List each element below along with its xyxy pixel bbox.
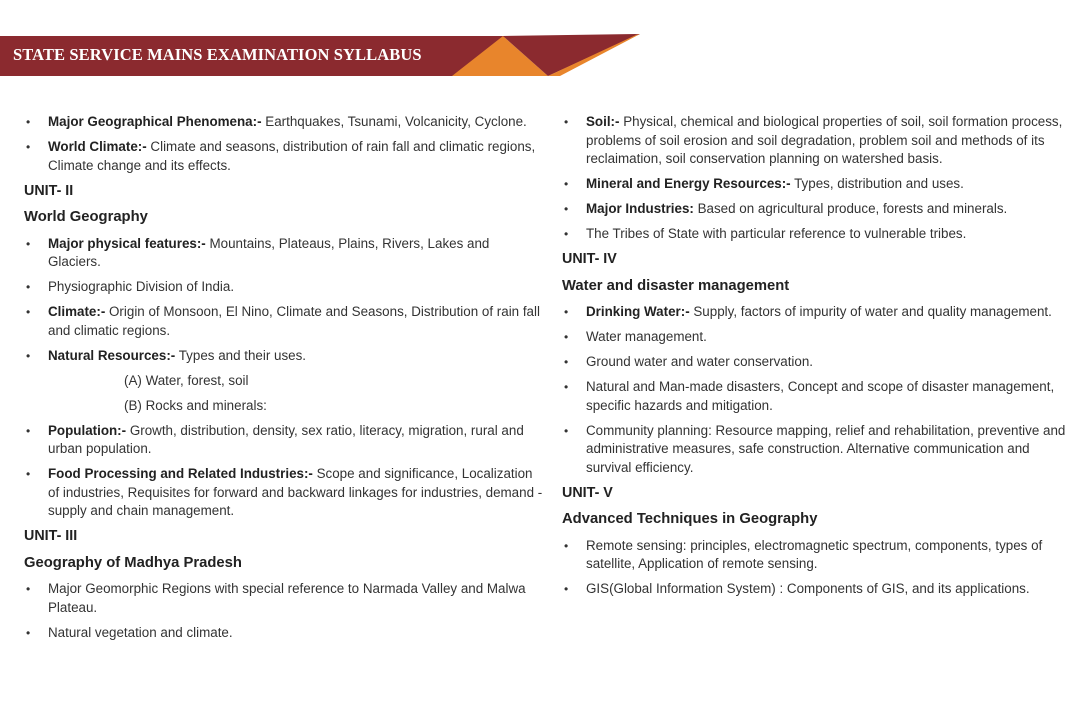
bullet-icon: • xyxy=(26,582,31,596)
bullet-icon: • xyxy=(564,423,569,438)
list-item: • Major physical features:- Mountains, Plateaus, Plains, Rivers, Lakes and Glaciers. xyxy=(26,235,490,269)
list-item: • Remote sensing: principles, electromagnetic spectrum, components, types of satellite, Application of remote sensing. xyxy=(564,537,1043,571)
unit-label: UNIT- II xyxy=(24,182,74,199)
list-item: • Major Industries: Based on agricultural produce, forests and minerals. xyxy=(562,200,1067,219)
bullet-icon: • xyxy=(26,348,31,363)
section-heading: Geography of Madhya Pradesh xyxy=(24,554,242,571)
list-item: • Natural and Man-made disasters, Concept and scope of disaster management, specific hazards and mitigation. xyxy=(564,379,1055,413)
list-item: • Physiographic Division of India. xyxy=(24,278,544,297)
list-item: • Natural vegetation and climate. xyxy=(24,624,544,643)
bullet-icon: • xyxy=(564,538,569,553)
right-column xyxy=(562,113,1067,605)
bullet-icon: • xyxy=(564,330,569,344)
list-item: • Drinking Water:- Supply, factors of impurity of water and quality management. xyxy=(562,303,1067,322)
section-heading: Advanced Techniques in Geography xyxy=(562,511,818,527)
unit-label: UNIT- V xyxy=(562,484,613,501)
bullet-icon: • xyxy=(26,280,31,294)
list-item: • Food Processing and Related Industries:- Scope and significance, Localization of industries, Requisites for forward and backward linkages for industries, demand - supply and chain management. xyxy=(26,466,543,518)
bullet-icon: • xyxy=(26,115,31,129)
sub-item: (B) Rocks and minerals: xyxy=(124,397,267,413)
bullet-icon: • xyxy=(26,467,31,481)
bullet-icon: • xyxy=(26,236,31,251)
unit-label: UNIT- IV xyxy=(562,251,617,267)
list-item: • Soil:- Physical, chemical and biological properties of soil, soil formation process, problems of soil erosion and soil degradation, problem soil and methods of its reclaimation, soil conservation planning on watershed basis. xyxy=(564,114,1063,166)
list-item: • Climate:- Origin of Monsoon, El Nino, Climate and Seasons, Distribution of rain fall and climatic regions. xyxy=(26,304,540,338)
list-item: • Ground water and water conservation. xyxy=(562,353,1067,372)
bullet-icon: • xyxy=(564,355,569,369)
bullet-icon: • xyxy=(564,305,569,319)
left-column xyxy=(24,113,544,649)
list-item: • World Climate:- Climate and seasons, distribution of rain fall and climatic regions, Climate change and its effects. xyxy=(26,139,536,173)
list-item: • Major Geomorphic Regions with special reference to Narmada Valley and Malwa Plateau. xyxy=(26,581,526,615)
list-item: • Population:- Growth, distribution, density, sex ratio, literacy, migration, rural and urban population. xyxy=(26,422,524,456)
bullet-icon: • xyxy=(564,115,569,129)
list-item: • Community planning: Resource mapping, relief and rehabilitation, preventive and administrative measures, safe construction. Alternative communication and survival efficiency. xyxy=(564,422,1066,475)
bullet-icon: • xyxy=(26,305,31,319)
bullet-icon: • xyxy=(564,227,569,241)
list-item: • Mineral and Energy Resources:- Types, distribution and uses. xyxy=(562,175,1067,194)
bullet-icon: • xyxy=(26,423,31,438)
list-item: • Natural Resources:- Types and their uses. xyxy=(24,347,544,366)
list-item: • Major Geographical Phenomena:- Earthquakes, Tsunami, Volcanicity, Cyclone. xyxy=(24,113,544,132)
unit-label: UNIT- III xyxy=(24,528,78,544)
bullet-icon: • xyxy=(564,177,569,191)
list-item: • GIS(Global Information System) : Components of GIS, and its applications. xyxy=(562,580,1067,599)
page-title: STATE SERVICE MAINS EXAMINATION SYLLABUS xyxy=(13,45,422,64)
list-item: • The Tribes of State with particular reference to vulnerable tribes. xyxy=(562,225,1067,244)
bullet-icon: • xyxy=(564,202,569,216)
bullet-icon: • xyxy=(564,380,569,394)
bullet-icon: • xyxy=(26,625,31,640)
bullet-icon: • xyxy=(26,140,31,154)
section-heading: Water and disaster management xyxy=(562,277,790,294)
list-item: • Water management. xyxy=(562,328,1067,347)
bullet-icon: • xyxy=(564,582,569,596)
header-banner xyxy=(0,0,1080,90)
sub-item: (A) Water, forest, soil xyxy=(124,372,249,388)
section-heading: World Geography xyxy=(24,209,148,225)
